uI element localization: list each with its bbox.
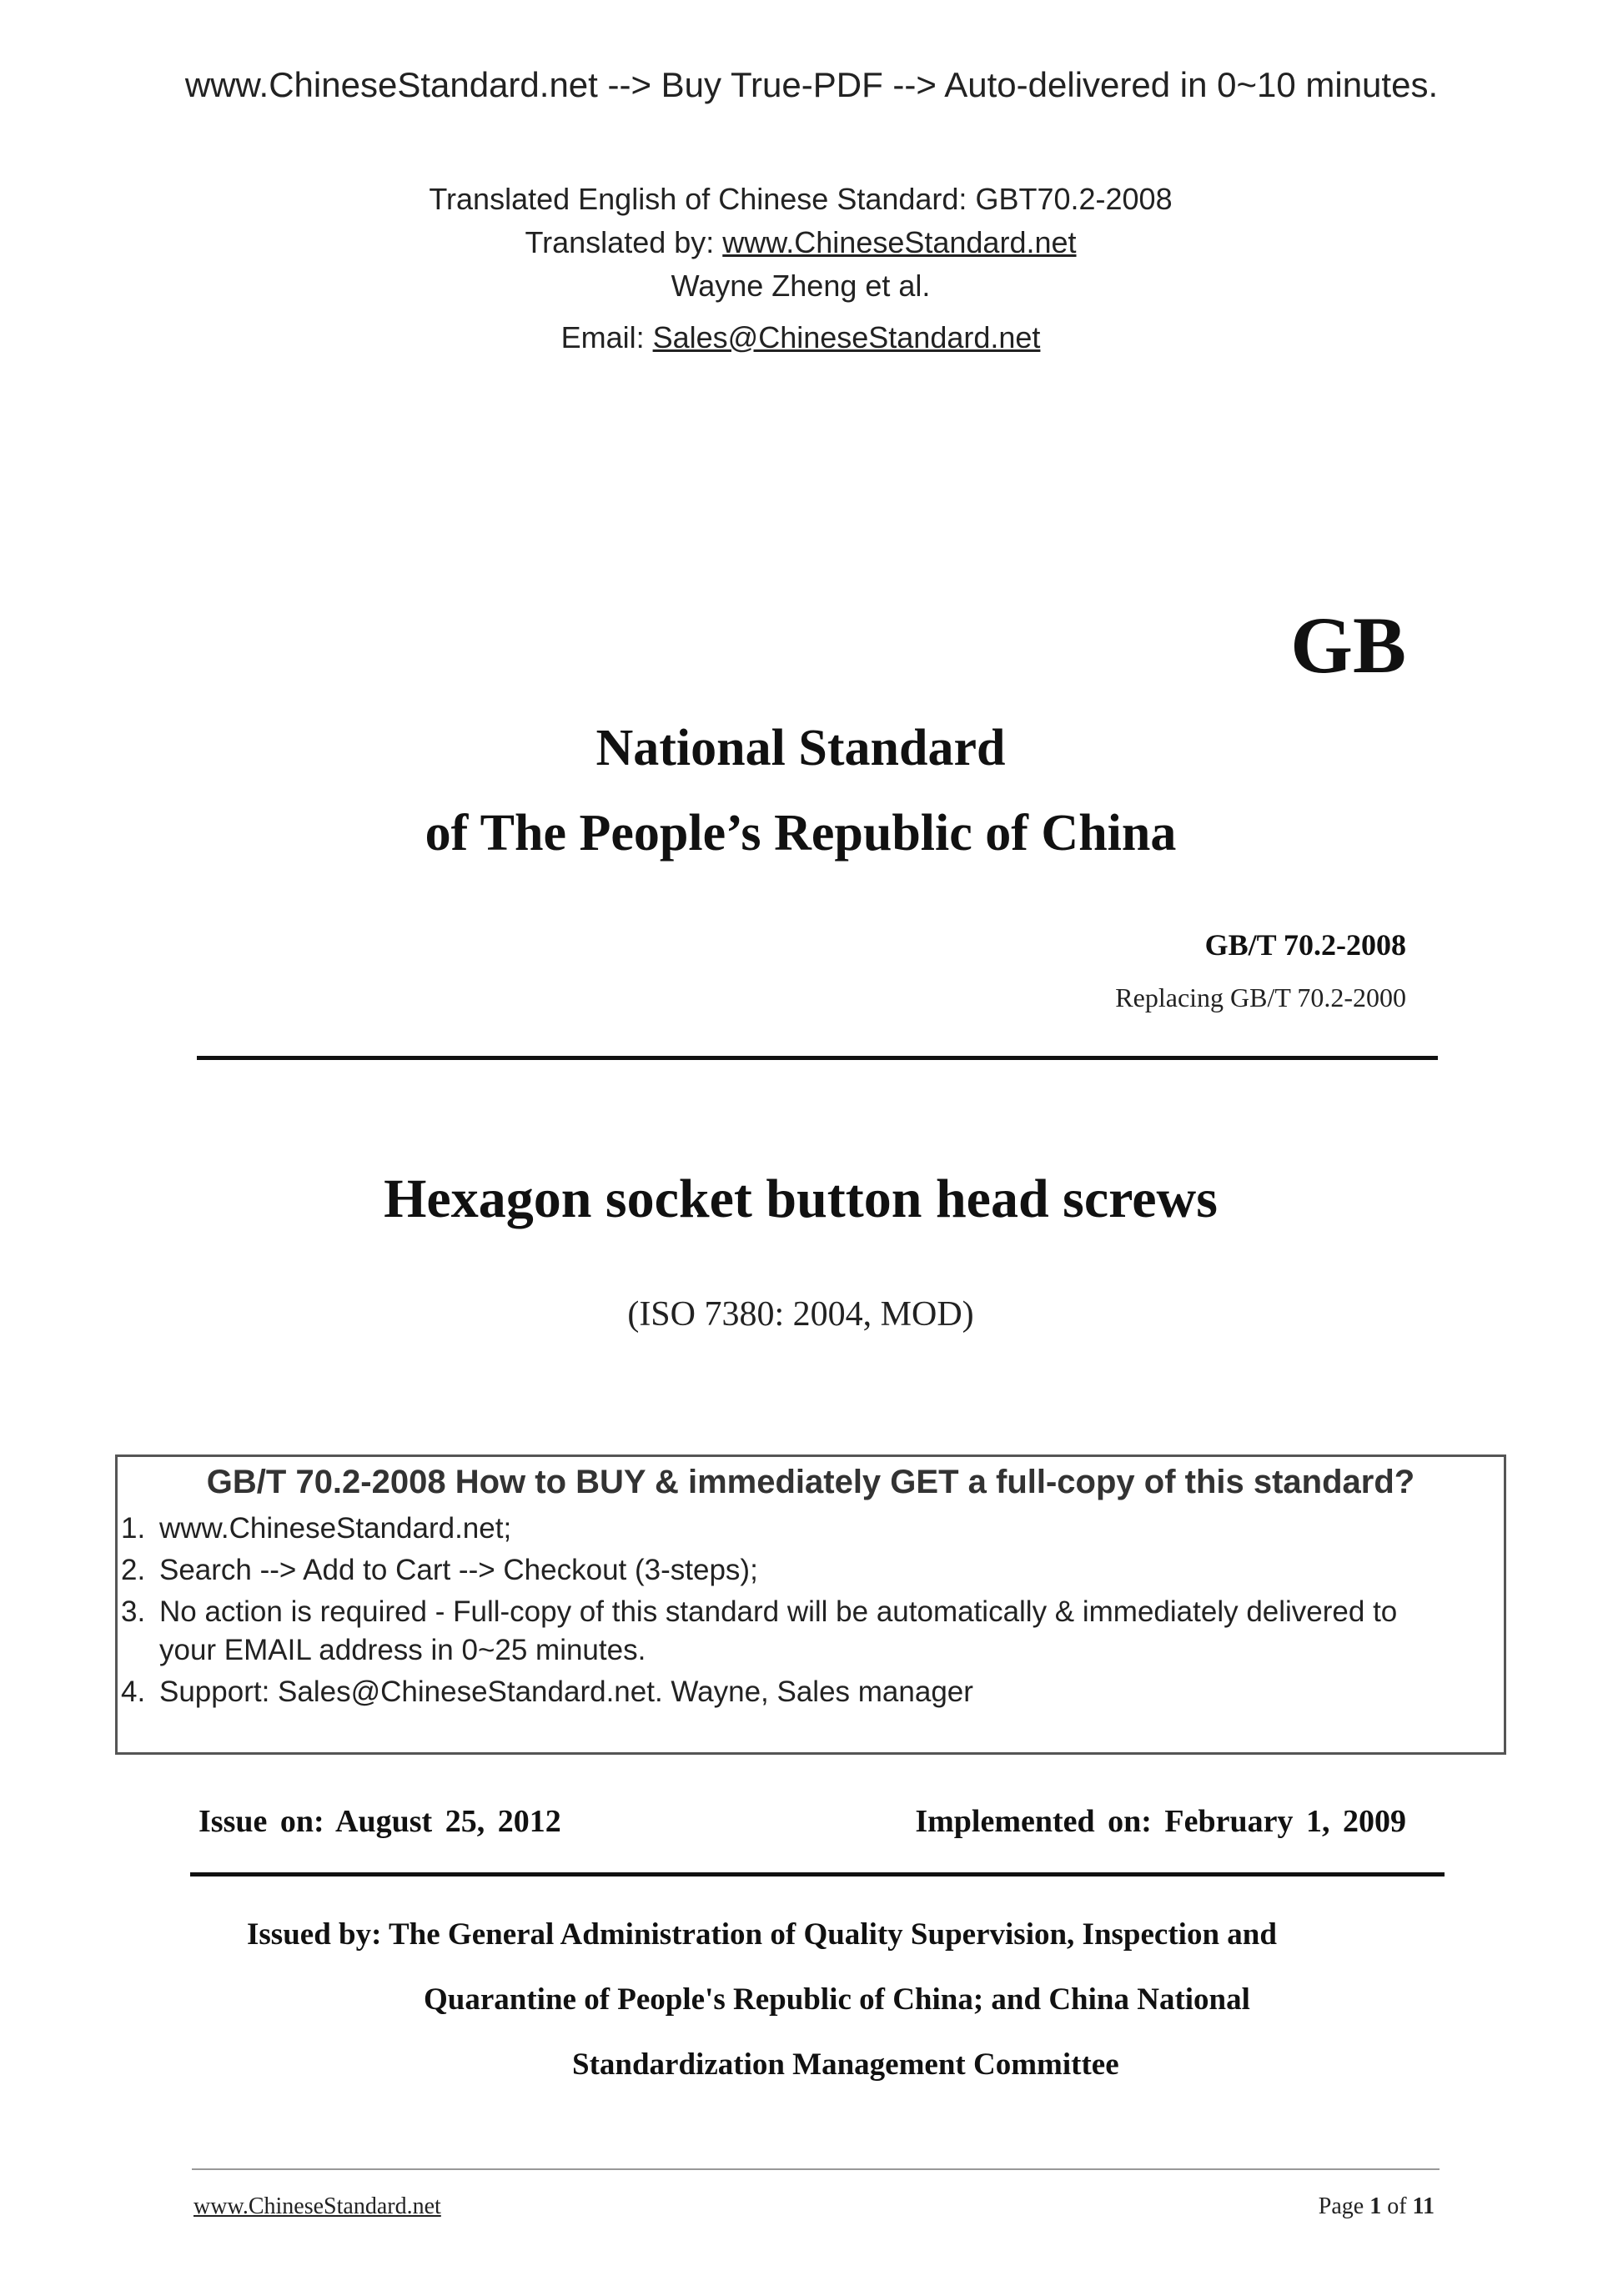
translated-by-line xyxy=(0,225,1601,260)
issued-by-line-3: Standardization Management Committee xyxy=(572,2047,1119,2082)
buy-step-number: 4. xyxy=(121,1676,146,1708)
email-link[interactable]: Sales@ChineseStandard.net xyxy=(652,320,1041,354)
buy-step-text[interactable]: www.ChineseStandard.net; xyxy=(159,1512,512,1545)
email-label: Email: xyxy=(560,320,653,354)
translated-of-line: Translated English of Chinese Standard: GBT70.2-2008 xyxy=(429,182,1173,216)
buy-step xyxy=(121,1554,758,1587)
footer-website-link[interactable]: www.ChineseStandard.net xyxy=(193,2193,441,2219)
implemented-date: Implemented on: February 1, 2009 xyxy=(915,1804,1406,1839)
divider-bottom xyxy=(190,1872,1445,1876)
buy-step-text: Support: Sales@ChineseStandard.net. Wayne, Sales manager xyxy=(159,1676,973,1708)
standard-number: GB/T 70.2-2008 xyxy=(1204,928,1406,962)
buy-step-number: 2. xyxy=(121,1554,146,1586)
page-total: 11 xyxy=(1412,2193,1435,2219)
translated-by-label: Translated by: xyxy=(525,225,723,259)
page-current: 1 xyxy=(1369,2193,1382,2219)
buy-step-text: your EMAIL address in 0~25 minutes. xyxy=(159,1634,646,1666)
buy-step xyxy=(121,1512,511,1545)
replacing-note: Replacing GB/T 70.2-2000 xyxy=(1115,982,1406,1012)
national-standard-title: National Standard xyxy=(595,720,1006,776)
buy-info-box xyxy=(115,1454,1506,1755)
iso-reference: (ISO 7380: 2004, MOD) xyxy=(627,1295,974,1334)
footer-divider xyxy=(192,2168,1440,2170)
gb-mark: GB xyxy=(1290,600,1406,690)
issued-by-line-2: Quarantine of People's Republic of China; and China National xyxy=(424,1982,1250,2017)
buy-step-number: 3. xyxy=(121,1595,146,1628)
page-of: of xyxy=(1381,2193,1413,2219)
issued-by-line-1: Issued by: The General Administration of Quality Supervision, Inspection and xyxy=(247,1917,1277,1952)
email-line xyxy=(0,320,1601,355)
authors-line: Wayne Zheng et al. xyxy=(671,269,931,303)
page-prefix: Page xyxy=(1318,2193,1370,2219)
buy-step-text: No action is required - Full-copy of this standard will be automatically & immediately delivered to xyxy=(159,1595,1398,1628)
buy-step-text: Search --> Add to Cart --> Checkout (3-steps); xyxy=(159,1554,758,1586)
top-banner: www.ChineseStandard.net --> Buy True-PDF --> Auto-delivered in 0~10 minutes. xyxy=(184,65,1439,104)
page-number xyxy=(1319,2193,1435,2220)
buy-step-number: 1. xyxy=(121,1512,146,1545)
translated-by-link[interactable]: www.ChineseStandard.net xyxy=(722,225,1077,259)
buy-step xyxy=(121,1595,1397,1629)
document-title: Hexagon socket button head screws xyxy=(384,1168,1218,1229)
buy-step-continuation xyxy=(121,1634,646,1667)
divider-top xyxy=(197,1056,1438,1060)
buy-box-title: GB/T 70.2-2008 How to BUY & immediately GET a full-copy of this standard? xyxy=(206,1464,1415,1500)
national-standard-subtitle: of The People’s Republic of China xyxy=(425,805,1177,862)
buy-step xyxy=(121,1676,973,1709)
issue-date: Issue on: August 25, 2012 xyxy=(198,1804,561,1839)
